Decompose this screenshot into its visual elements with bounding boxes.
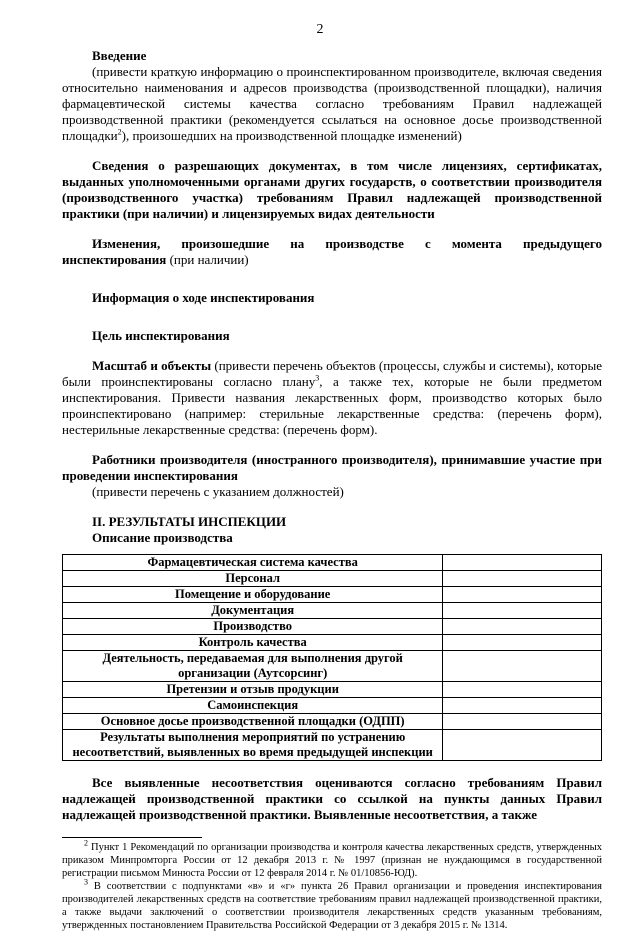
table-row-value xyxy=(443,635,602,651)
results-heading: II. РЕЗУЛЬТАТЫ ИНСПЕКЦИИ xyxy=(92,514,287,529)
table-row-label: Фармацевтическая система качества xyxy=(63,555,443,571)
table-row-value xyxy=(443,698,602,714)
table-row-value xyxy=(443,571,602,587)
table-row xyxy=(63,619,602,635)
production-description-table xyxy=(62,554,602,761)
table-row xyxy=(63,635,602,651)
table-row xyxy=(63,571,602,587)
document-body xyxy=(62,48,602,932)
footnote-ref-3: 3 xyxy=(315,373,320,383)
table-row-label: Контроль качества xyxy=(63,635,443,651)
table-row xyxy=(63,714,602,730)
table-row-label: Самоинспекция xyxy=(63,698,443,714)
table-row-label: Помещение и оборудование xyxy=(63,587,443,603)
footnote-3: $^3$ В соответствии с подпунктами «в» и «г» пункта 26 Правил организации и проведения инспектирования производителей лекарственных средств на соответствие требованиям правил надлежащей производственной практики, а также выдачи заключений о соответствии производителя лекарственных средств указанным требованиям, утвержденных постановлением Правительства Российской Федерации от 3 декабря 2015 г. № 1314. xyxy=(62,877,602,931)
footnotes xyxy=(62,838,602,932)
conclusion-paragraph: Все выявленные несоответствия оцениваются согласно требованиям Правил надлежащей производственной практики со ссылкой на пункты данных Правил надлежащей производственной практики. Выявленные несоответствия, а также xyxy=(62,775,602,822)
table-row xyxy=(63,730,602,761)
table-row-label: Деятельность, передаваемая для выполнения другой организации (Аутсорсинг) xyxy=(63,651,443,682)
table-row xyxy=(63,587,602,603)
table-row-label: Персонал xyxy=(63,571,443,587)
table-row xyxy=(63,603,602,619)
table-row-value xyxy=(443,555,602,571)
licenses-heading: Сведения о разрешающих документах, в том числе лицензиях, сертификатах, выданных уполномоченными органами других государств, о соответствии производителя (производственного участка) требованиям Правил надлежащей производственной практики (при наличии) и лицензируемых видах деятельности xyxy=(62,158,602,221)
scope-paragraph: Масштаб и объекты (привести перечень объектов (процессы, службы и системы), которые были проинспектированы согласно плану$^3$, а также тех, которые не были предметом инспектирования. Привести названия лекарственных форм, производство которых было проинспектировано (например: стерильные лекарственные средства: (перечень форм), нестерильные лекарственные средства: (перечень форм). xyxy=(62,358,602,437)
table-row-label: Претензии и отзыв продукции xyxy=(63,682,443,698)
footnote-separator xyxy=(62,837,202,838)
staff-heading: Работники производителя (иностранного производителя), принимавшие участие при проведении инспектирования xyxy=(62,452,602,483)
table-row-label: Результаты выполнения мероприятий по устранению несоответствий, выявленных во время предыдущей инспекции xyxy=(63,730,443,761)
table-row xyxy=(63,682,602,698)
table-row-label: Производство xyxy=(63,619,443,635)
changes-paragraph: Изменения, произошедшие на производстве с момента предыдущего инспектирования (при наличии) xyxy=(62,236,602,267)
table-row xyxy=(63,698,602,714)
table-row xyxy=(63,651,602,682)
table-row-value xyxy=(443,603,602,619)
table-row-value xyxy=(443,682,602,698)
progress-heading: Информация о ходе инспектирования xyxy=(92,290,315,305)
goal-heading: Цель инспектирования xyxy=(92,328,230,343)
table-row-value xyxy=(443,587,602,603)
table-row-value xyxy=(443,651,602,682)
footnote-ref-2: 2 xyxy=(117,127,122,137)
intro-text: (привести краткую информацию о проинспектированном производителе, включая сведения относительно наименования и адресов производства (производственной площадки), наличия фармацевтической системы качества согласно требованиям Правил надлежащей производственной практики (рекомендуется ссылаться на основное досье производственной площадки$^2$), произошедших на производственной площадке изменений) xyxy=(62,64,602,143)
table-row-value xyxy=(443,619,602,635)
table-row-label: Документация xyxy=(63,603,443,619)
staff-note: (привести перечень с указанием должностей) xyxy=(92,484,344,499)
page-number: 2 xyxy=(316,22,324,37)
footnote-2: $^2$ Пункт 1 Рекомендаций по организации производства и контроля качества лекарственных средств, утвержденных приказом Минпромторга России от 12 декабря 2013 г. № 1997 (признан не нуждающимся в государственной регистрации письмом Минюста России от 12 февраля 2014 г. № 01/10856-ЮД). xyxy=(62,838,602,879)
table-row xyxy=(63,555,602,571)
results-subheading: Описание производства xyxy=(92,530,233,545)
table-row-value xyxy=(443,730,602,761)
table-row-value xyxy=(443,714,602,730)
table-row-label: Основное досье производственной площадки (ОДПП) xyxy=(63,714,443,730)
intro-heading: Введение xyxy=(92,48,147,63)
